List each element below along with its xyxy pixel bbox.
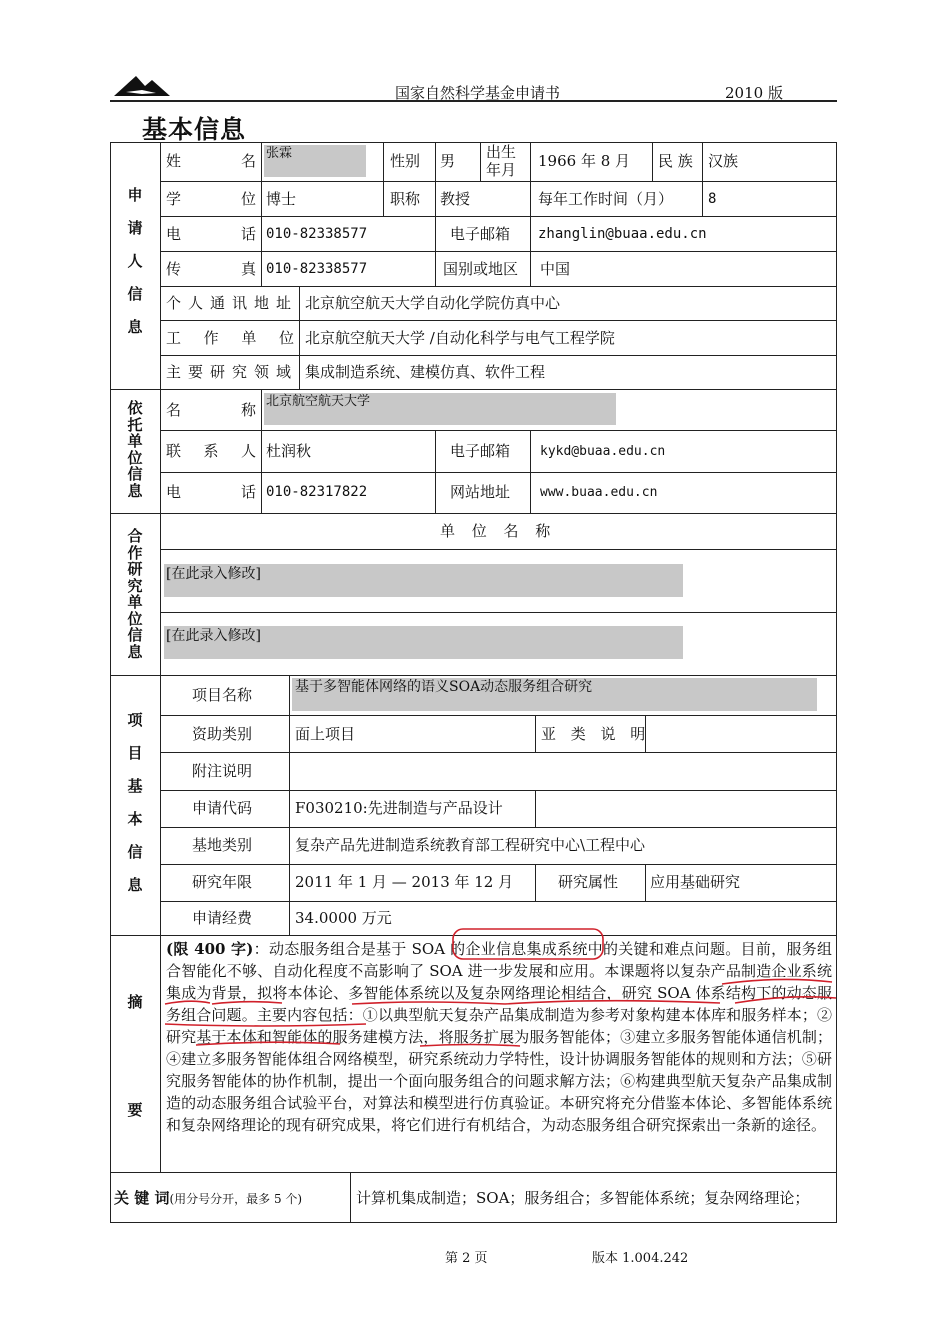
field-value: 集成制造系统、建模仿真、软件工程 — [305, 363, 546, 381]
partner-entry-2[interactable]: [在此录入修改] — [166, 628, 261, 644]
code-label: 申请代码 — [192, 799, 253, 817]
abstract-body: ：动态服务组合是基于 SOA 的企业信息集成系统中的关键和难点问题。目前，服务组合智能化不够、自动化程度不高影响了 SOA 进一步发展和应用。本课题将以复杂产品制造企业系统集成为背景，拟将本体论、多智能体系统以及复杂网络理论相结合，研究 SOA 体系结构下的动态服务组合问题。主要内容包括：①以典型航天复杂产品集成制造为参考对象构建本体库和服务样本；②研究基于本体和智能体的服务建模方法，将服务扩展为服务智能体；③建立多服务智能体通信机制；④建立多服务智能体组合网络模型，研究系统动力学特性，设计协调服务智能体的规则和方法；⑤研究服务智能体的协作机制，提出一个面向服务组合的问题求解方法；⑥构建典型航天复杂产品集成制造的动态服务组合试验平台，对算法和模型进行仿真验证。本研究将充分借鉴本体论、多智能体系统和复杂网络理论的现有研究成果，将它们进行有机结合，为动态服务组合研究探索出一条新的途径。 — [166, 940, 832, 1134]
abstract-limit: (限 400 字) — [166, 940, 254, 958]
underline-mark — [196, 1042, 340, 1045]
project-group-label: 项 目 基 本 信 息 — [127, 711, 143, 894]
page-number: 第 2 页 — [445, 1251, 488, 1266]
worktime-label: 每年工作时间（月） — [538, 190, 674, 208]
ethnic-label: 民 族 — [658, 152, 693, 170]
host-email-value: kykd@buaa.edu.cn — [540, 444, 666, 459]
host-phone-value: 010-82317822 — [266, 484, 368, 500]
address-label: 个人通讯地址 — [166, 294, 299, 312]
fund-value: 面上项目 — [295, 725, 356, 743]
version-year: 2010 版 — [725, 84, 783, 102]
email-value: zhanglin@buaa.edu.cn — [538, 226, 707, 242]
attr-value: 应用基础研究 — [650, 873, 741, 891]
phone-value: 010-82338577 — [266, 226, 368, 242]
host-group-label: 依 托 单 位 信 息 — [127, 399, 143, 500]
base-label: 基地类别 — [192, 836, 253, 854]
name-value: 张霖 — [266, 146, 293, 161]
underline-mark — [212, 1002, 282, 1004]
underline-mark — [352, 1002, 505, 1004]
circle-mark — [453, 929, 603, 959]
period-label: 研究年限 — [192, 873, 253, 891]
underline-mark — [735, 997, 836, 1003]
field-label: 主要研究领域 — [166, 363, 299, 381]
email-label: 电子邮箱 — [450, 225, 511, 243]
underline-mark — [722, 979, 832, 984]
doc-title: 国家自然科学基金申请书 — [395, 84, 561, 102]
fund-label: 资助类别 — [192, 725, 253, 743]
birth-value: 1966 年 8 月 — [538, 152, 631, 170]
region-label: 国别或地区 — [443, 260, 519, 278]
budget-label: 申请经费 — [192, 909, 253, 927]
keywords-hint: (用分号分开，最多 5 个) — [169, 1192, 303, 1206]
name-label: 姓 名 — [166, 152, 256, 170]
budget-value: 34.0000 万元 — [295, 909, 392, 927]
address-value: 北京航空航天大学自动化学院仿真中心 — [305, 294, 561, 312]
underline-mark — [420, 1045, 520, 1047]
attr-label: 研究属性 — [558, 873, 619, 891]
title-value: 教授 — [440, 190, 471, 208]
title-label: 职称 — [390, 190, 421, 208]
fax-value: 010-82338577 — [266, 261, 368, 277]
page-title: 基本信息 — [142, 115, 247, 144]
org-label: 工 作 单 位 — [166, 329, 294, 347]
org-value: 北京航空航天大学 /自动化科学与电气工程学院 — [305, 329, 615, 347]
host-name-value: 北京航空航天大学 — [266, 394, 371, 409]
partner-entry-1[interactable]: [在此录入修改] — [166, 566, 261, 582]
region-value: 中国 — [540, 260, 571, 278]
code-value: F030210:先进制造与产品设计 — [295, 799, 503, 817]
doc-version: 版本 1.004.242 — [592, 1251, 689, 1266]
keywords-label: 关 键 词(用分号分开，最多 5 个) — [114, 1189, 303, 1207]
birth-label: 出生年月 — [486, 143, 517, 179]
abstract-label-1: 摘 — [127, 993, 143, 1011]
project-name-value: 基于多智能体网络的语义SOA动态服务组合研究 — [295, 679, 593, 695]
period-value: 2011 年 1 月 — 2013 年 12 月 — [295, 873, 514, 891]
host-name-label: 名 称 — [166, 401, 256, 419]
applicant-group-label: 申 请 人 信 息 — [127, 186, 143, 336]
gender-label: 性别 — [390, 152, 421, 170]
project-name-label: 项目名称 — [192, 686, 253, 704]
base-value: 复杂产品先进制造系统教育部工程研究中心\工程中心 — [295, 836, 646, 854]
gender-value: 男 — [440, 152, 456, 170]
underline-mark — [165, 1001, 210, 1004]
host-phone-label: 电 话 — [166, 483, 256, 501]
worktime-value: 8 — [708, 191, 717, 207]
contact-value: 杜润秋 — [266, 442, 312, 460]
phone-label: 电 话 — [166, 225, 256, 243]
degree-label: 学 位 — [166, 190, 256, 208]
contact-label: 联 系 人 — [166, 442, 256, 460]
host-email-label: 电子邮箱 — [450, 442, 511, 460]
subcat-label: 亚 类 说 明 — [541, 725, 651, 743]
fax-label: 传 真 — [166, 260, 256, 278]
note-label: 附注说明 — [192, 762, 253, 780]
web-value: www.buaa.edu.cn — [540, 485, 658, 500]
partner-group-label: 合 作 研 究 单 位 信 息 — [127, 527, 143, 661]
partner-col-header: 单 位 名 称 — [440, 522, 557, 540]
underline-mark — [505, 1001, 720, 1004]
ethnic-value: 汉族 — [708, 152, 739, 170]
underline-mark — [165, 1024, 366, 1026]
degree-value: 博士 — [266, 190, 297, 208]
keywords-value: 计算机集成制造；SOA；服务组合；多智能体系统；复杂网络理论； — [356, 1189, 810, 1207]
web-label: 网站地址 — [450, 483, 511, 501]
abstract-label-2: 要 — [127, 1101, 143, 1119]
